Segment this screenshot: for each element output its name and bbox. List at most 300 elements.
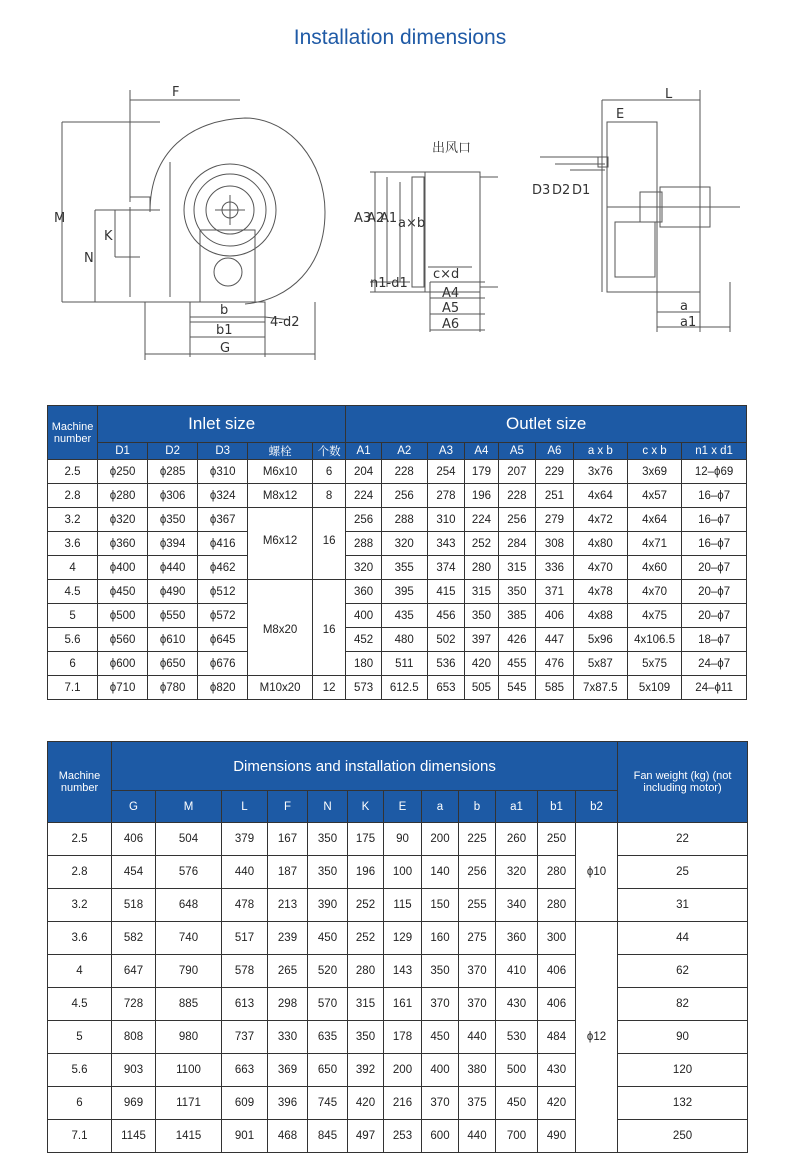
label-E: E [616,107,625,122]
cell: 430 [496,988,538,1021]
cell: ϕ610 [148,628,198,652]
cell: 478 [222,889,268,922]
cell: ϕ350 [148,508,198,532]
cell: 400 [422,1054,459,1087]
cell: 179 [465,460,498,484]
cell: 500 [496,1054,538,1087]
cell: 600 [422,1120,459,1153]
col-E: E [384,791,422,823]
cell: 374 [427,556,465,580]
cell: 406 [112,823,156,856]
cell: 204 [346,460,381,484]
cell: 350 [465,604,498,628]
cell: 903 [112,1054,156,1087]
col-A2: A2 [381,443,427,460]
label-cxd: c×d [433,267,460,282]
cell: 252 [465,532,498,556]
cell: 310 [427,508,465,532]
cell: 980 [156,1021,222,1054]
cell: 969 [112,1087,156,1120]
cell: 4.5 [48,580,98,604]
col-M: M [156,791,222,823]
cell: ϕ780 [148,676,198,700]
cell: 320 [496,856,538,889]
cell: 370 [422,1087,459,1120]
cell: 370 [459,988,496,1021]
cell: 4x75 [627,604,681,628]
installation-dimensions-table [47,741,748,1153]
cell: 502 [427,628,465,652]
col-count: 个数 [312,443,345,460]
cell: 252 [348,922,384,955]
cell: 406 [538,988,576,1021]
cell: ϕ572 [198,604,248,628]
cell: 4x70 [627,580,681,604]
cell: ϕ645 [198,628,248,652]
cell: 2.5 [48,823,112,856]
cell: 16–ϕ7 [682,508,747,532]
cell: 576 [156,856,222,889]
cell: ϕ250 [98,460,148,484]
cell: 129 [384,922,422,955]
outlet-size-header: Outlet size [346,406,747,443]
cell: 44 [618,922,748,955]
cell: 653 [427,676,465,700]
cell: 885 [156,988,222,1021]
table-row [48,889,748,922]
cell: 3x76 [573,460,627,484]
cell: 255 [459,889,496,922]
cell: 8 [312,484,345,508]
cell: 420 [538,1087,576,1120]
label-A4: A4 [442,286,460,301]
cell: 647 [112,955,156,988]
cell: 396 [268,1087,308,1120]
cell-bolt-merged: M6x12 [248,532,313,580]
label-N: N [84,251,94,266]
cell: 447 [536,628,574,652]
col-bolt: 螺栓 [248,443,313,460]
cell: 228 [381,460,427,484]
cell: 315 [498,556,536,580]
cell: 390 [308,889,348,922]
table-row [48,1120,748,1153]
cell: 650 [308,1054,348,1087]
cell: 406 [536,604,574,628]
cell: 224 [465,508,498,532]
dimensions-header: Dimensions and installation dimensions [112,742,618,791]
cell: 256 [346,508,381,532]
cell: 288 [381,508,427,532]
cell: 300 [538,922,576,955]
cell: 275 [459,922,496,955]
machine-number-header: Machine number [48,742,112,823]
cell: 517 [222,922,268,955]
cell: 450 [308,922,348,955]
cell: 2.5 [48,460,98,484]
cell: 456 [427,604,465,628]
cell: 612.5 [381,676,427,700]
machine-number-header: Machine number [48,406,98,460]
cell: 455 [498,652,536,676]
col-D3: D3 [198,443,248,460]
cell: 20–ϕ7 [682,604,747,628]
cell: 350 [308,823,348,856]
cell: 3.2 [48,889,112,922]
cell: ϕ490 [148,580,198,604]
cell: 167 [268,823,308,856]
cell: 440 [459,1021,496,1054]
col-F: F [268,791,308,823]
cell: 280 [348,955,384,988]
cell: ϕ360 [98,532,148,556]
cell: 609 [222,1087,268,1120]
label-a: a [680,299,688,314]
cell: 343 [427,532,465,556]
cell: 340 [496,889,538,922]
cell: 196 [465,484,498,508]
table-row [48,628,747,652]
cell: 504 [156,823,222,856]
table-row [48,460,747,484]
cell: 253 [384,1120,422,1153]
cell-empty [248,508,313,532]
cell: 4x106.5 [627,628,681,652]
cell: ϕ306 [148,484,198,508]
cell: ϕ650 [148,652,198,676]
cell: 360 [496,922,538,955]
cell: 4 [48,556,98,580]
cell: 336 [536,556,574,580]
cell: 375 [459,1087,496,1120]
cell: 225 [459,823,496,856]
cell: 143 [384,955,422,988]
cell: 3.6 [48,922,112,955]
label-K: K [104,229,113,244]
inlet-outlet-size-table [47,405,747,700]
cell: 1415 [156,1120,222,1153]
cell: 497 [348,1120,384,1153]
cell: 845 [308,1120,348,1153]
cell: 570 [308,988,348,1021]
cell: 279 [536,508,574,532]
table-row [48,484,747,508]
cell: ϕ560 [98,628,148,652]
cell: 350 [308,856,348,889]
cell: 5 [48,604,98,628]
cell: 280 [538,889,576,922]
cell: 400 [346,604,381,628]
col-K: K [348,791,384,823]
cell: 62 [618,955,748,988]
cell: ϕ416 [198,532,248,556]
cell: 278 [427,484,465,508]
cell: 369 [268,1054,308,1087]
cell: 728 [112,988,156,1021]
cell: ϕ710 [98,676,148,700]
cell: 440 [459,1120,496,1153]
cell: 100 [384,856,422,889]
label-D2: D2 [552,183,571,198]
col-A1: A1 [346,443,381,460]
cell: 663 [222,1054,268,1087]
col-A4: A4 [465,443,498,460]
cell: 700 [496,1120,538,1153]
cell: 90 [618,1021,748,1054]
cell: ϕ462 [198,556,248,580]
cell: 315 [348,988,384,1021]
label-G: G [220,341,231,356]
cell: 3x69 [627,460,681,484]
fan-dimension-drawing [40,82,760,372]
label-D1: D1 [572,183,591,198]
cell: 239 [268,922,308,955]
cell: 5.6 [48,628,98,652]
cell: 260 [496,823,538,856]
cell: 635 [308,1021,348,1054]
cell: 379 [222,823,268,856]
cell: 216 [384,1087,422,1120]
col-a1: a1 [496,791,538,823]
cell-empty [312,508,345,532]
table-row [48,532,747,556]
cell: 4x71 [627,532,681,556]
cell: 12–ϕ69 [682,460,747,484]
table-row [48,580,747,604]
cell: 648 [156,889,222,922]
cell: 1171 [156,1087,222,1120]
cell: 250 [618,1120,748,1153]
cell: 450 [496,1087,538,1120]
cell: 3.2 [48,508,98,532]
cell: ϕ394 [148,532,198,556]
cell: 370 [422,988,459,1021]
table-row [48,508,747,532]
label-A2: A2 [367,211,385,226]
cell: 5x87 [573,652,627,676]
cell: 440 [222,856,268,889]
cell: 280 [538,856,576,889]
cell: 808 [112,1021,156,1054]
table-row [48,1087,748,1120]
cell: 415 [427,580,465,604]
cell: 350 [422,955,459,988]
cell: 288 [346,532,381,556]
cell: ϕ320 [98,508,148,532]
table-row [48,1054,748,1087]
cell: 160 [422,922,459,955]
cell: 256 [381,484,427,508]
cell: 132 [618,1087,748,1120]
cell: 745 [308,1087,348,1120]
cell: M8x12 [248,484,313,508]
cell: 7.1 [48,1120,112,1153]
cell: 4x70 [573,556,627,580]
cell: ϕ600 [98,652,148,676]
col-G: G [112,791,156,823]
cell: 450 [422,1021,459,1054]
cell: 790 [156,955,222,988]
cell: 150 [422,889,459,922]
label-A1: A1 [380,211,398,226]
cell: ϕ324 [198,484,248,508]
fan-weight-header: Fan weight (kg) (not including motor) [618,742,748,823]
cell: 435 [381,604,427,628]
cell: 120 [618,1054,748,1087]
cell-count-merged: 16 [312,580,345,676]
cell: 22 [618,823,748,856]
cell: 480 [381,628,427,652]
cell: 330 [268,1021,308,1054]
col-n1xd1: n1 x d1 [682,443,747,460]
cell: ϕ820 [198,676,248,700]
table-row [48,604,747,628]
table-row [48,922,748,955]
cell: ϕ500 [98,604,148,628]
cell: 280 [465,556,498,580]
cell: 740 [156,922,222,955]
cell: 24–ϕ7 [682,652,747,676]
cell: ϕ400 [98,556,148,580]
cell: 395 [381,580,427,604]
cell: 228 [498,484,536,508]
cell: ϕ450 [98,580,148,604]
cell: 490 [538,1120,576,1153]
cell: 2.8 [48,856,112,889]
cell: 16–ϕ7 [682,484,747,508]
cell: 545 [498,676,536,700]
cell: 420 [465,652,498,676]
cell: 511 [381,652,427,676]
cell: 1100 [156,1054,222,1087]
cell: 350 [348,1021,384,1054]
cell: 251 [536,484,574,508]
cell: 229 [536,460,574,484]
col-axb: a x b [573,443,627,460]
cell: 213 [268,889,308,922]
cell: 578 [222,955,268,988]
cell: 6 [48,652,98,676]
label-n1-d1: n1-d1 [370,276,408,291]
cell-count-merged: 16 [312,532,345,580]
label-b: b [220,303,229,318]
cell: 5 [48,1021,112,1054]
cell: 360 [346,580,381,604]
cell: 5.6 [48,1054,112,1087]
cell: 4x72 [573,508,627,532]
cell: 24–ϕ11 [682,676,747,700]
cell: 200 [384,1054,422,1087]
cell: 180 [346,652,381,676]
table-row [48,856,748,889]
col-b: b [459,791,496,823]
cell: 140 [422,856,459,889]
cell: 31 [618,889,748,922]
col-a: a [422,791,459,823]
cell: ϕ280 [98,484,148,508]
cell: 4x64 [627,508,681,532]
label-D3: D3 [532,183,551,198]
cell: 90 [384,823,422,856]
cell: ϕ512 [198,580,248,604]
cell: 207 [498,460,536,484]
cell: 161 [384,988,422,1021]
cell: 1145 [112,1120,156,1153]
cell: 410 [496,955,538,988]
cell: 7x87.5 [573,676,627,700]
label-4-d2: 4-d2 [270,315,300,330]
cell: M6x10 [248,460,313,484]
cell: 224 [346,484,381,508]
cell: 4 [48,955,112,988]
cell: 175 [348,823,384,856]
cell: 4x60 [627,556,681,580]
cell: 4.5 [48,988,112,1021]
cell: 476 [536,652,574,676]
label-A3: A3 [354,211,372,226]
cell: 613 [222,988,268,1021]
cell: 350 [498,580,536,604]
table-row [48,676,747,700]
cell: ϕ310 [198,460,248,484]
label-L: L [665,87,673,102]
cell: 308 [536,532,574,556]
label-F: F [172,85,180,100]
cell: 468 [268,1120,308,1153]
cell: 5x75 [627,652,681,676]
cell: 265 [268,955,308,988]
cell: 520 [308,955,348,988]
outlet-label: 出风口 [432,141,472,156]
label-axb: a×b [398,216,426,231]
label-b1: b1 [216,323,233,338]
cell: 484 [538,1021,576,1054]
cell: 536 [427,652,465,676]
cell: 454 [112,856,156,889]
cell: 737 [222,1021,268,1054]
cell: 4x80 [573,532,627,556]
cell: 18–ϕ7 [682,628,747,652]
table-row [48,1021,748,1054]
cell: 5x96 [573,628,627,652]
label-M: M [54,211,66,226]
cell: 82 [618,988,748,1021]
cell: 16–ϕ7 [682,532,747,556]
cell: 370 [459,955,496,988]
col-A3: A3 [427,443,465,460]
cell: ϕ550 [148,604,198,628]
cell: 252 [348,889,384,922]
cell: 200 [422,823,459,856]
cell: 392 [348,1054,384,1087]
cell: 25 [618,856,748,889]
cell: 254 [427,460,465,484]
cell: 6 [48,1087,112,1120]
cell: 530 [496,1021,538,1054]
table-row [48,556,747,580]
cell: 256 [498,508,536,532]
cell: 20–ϕ7 [682,580,747,604]
cell: ϕ367 [198,508,248,532]
cell: 385 [498,604,536,628]
cell: 256 [459,856,496,889]
cell: 585 [536,676,574,700]
cell: 298 [268,988,308,1021]
col-b1: b1 [538,791,576,823]
cell: 582 [112,922,156,955]
cell: 250 [538,823,576,856]
cell: 320 [381,532,427,556]
